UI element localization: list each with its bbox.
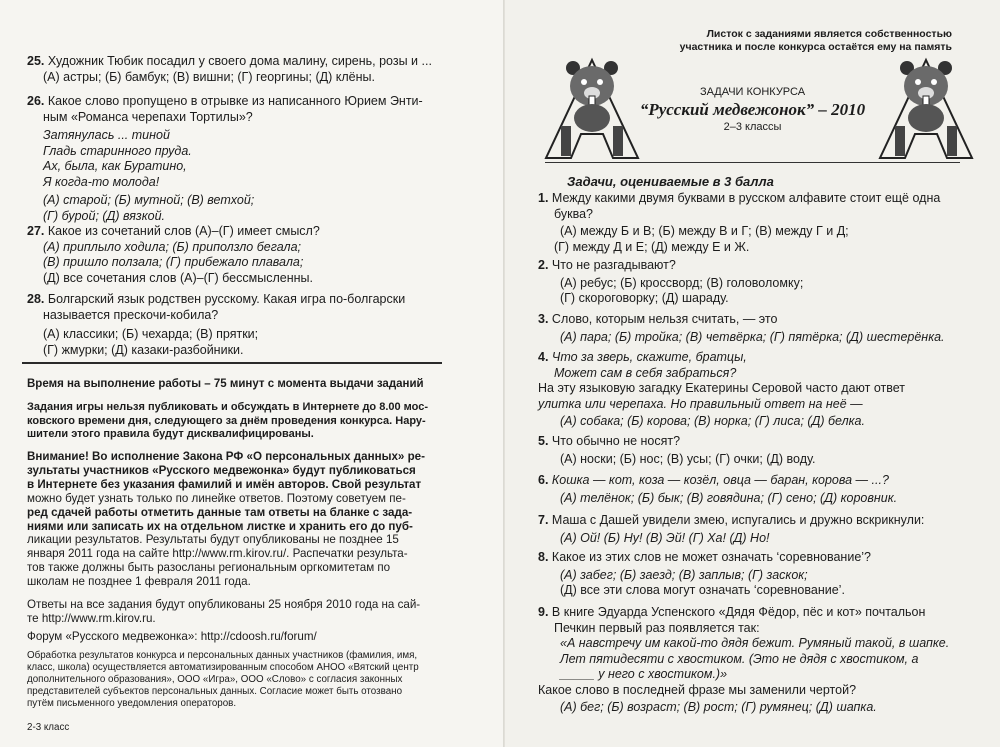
contest-label: ЗАДАЧИ КОНКУРСА (699, 86, 806, 98)
poem-line: Гладь старинного пруда. (43, 143, 192, 158)
question-text: На эту языковую загадку Екатерины Серовой часто дают ответ (538, 381, 906, 395)
question-text: Что обычно не носят? (551, 434, 681, 448)
bear-logo-icon (543, 56, 641, 162)
question-text: Между какими двумя буквами в русском алфавите стоит ещё одна (551, 191, 941, 205)
question-answers: (Г) жмурки; (Д) казаки-разбойники. (43, 342, 244, 357)
question-answers: (Г) скороговорку; (Д) шараду. (560, 291, 729, 305)
note-line: Листок с заданиями является собственностью (706, 28, 952, 40)
right-page (505, 0, 1000, 747)
bear-logo-icon (877, 56, 975, 162)
question-text: Художник Тюбик посадил у своего дома малину, сирень, розы и ... (47, 54, 432, 68)
question-3 (538, 312, 945, 345)
question-28 (27, 292, 405, 358)
question-text: Что не разгадывают? (551, 258, 676, 272)
attention-line: тов также должны быть разосланы региональным оргкомитетам по (27, 561, 391, 575)
question-answers: (А) телёнок; (Б) бык; (В) говядина; (Г) сено; (Д) коровник. (560, 490, 898, 505)
processing-line: дополнительного образования», ООО «Игра», ООО «Слово» с согласия законных (27, 674, 403, 685)
question-answers: (А) пара; (Б) тройка; (В) четвёрка; (Г) пятёрка; (Д) шестерёнка. (560, 329, 945, 344)
rules-line: ковского времени дня, следующего за днём проведения конкурса. Нару- (27, 414, 426, 427)
forum-link[interactable]: Форум «Русского медвежонка»: http://cdoosh.ru/forum/ (27, 630, 317, 643)
question-text: Кошка — кот, коза — козёл, овца — баран, корова — ...? (551, 473, 889, 487)
attention-line: можно будет узнать только по линейке ответов. Поэтому советуем пе- (27, 491, 406, 505)
question-text: называется прескочи-кобила? (43, 307, 219, 322)
question-7 (538, 513, 924, 546)
question-answers: (А) Ой! (Б) Ну! (В) Эй! (Г) Ха! (Д) Но! (560, 530, 770, 545)
question-text: Печкин первый раз появляется так: (554, 620, 760, 635)
rules-line: Задания игры нельзя публиковать и обсуждать в Интернете до 8.00 мос- (27, 401, 429, 413)
quote-line: «А навстречу им какой-то дядя бежит. Румяный такой, в шапке. (560, 636, 950, 650)
question-text: Может сам в себя забраться? (554, 365, 737, 380)
attention-line: Внимание! Во исполнение Закона РФ «О персональных данных» ре- (27, 450, 425, 463)
question-number: 25. (27, 54, 45, 68)
processing-line: Обработка результатов конкурса и персональных данных участников (фамилия, имя, (27, 650, 418, 661)
question-text: Какое из этих слов не может означать ‘соревнование’? (551, 550, 872, 564)
question-number: 8. (538, 550, 549, 564)
note-line: участника и после конкурса остаётся ему на память (679, 41, 952, 53)
question-1 (538, 191, 940, 255)
attention-line: школам не позднее 1 февраля 2011 года. (27, 575, 251, 589)
question-number: 4. (538, 350, 549, 364)
question-number: 1. (538, 191, 549, 205)
question-text: Какое слово в последней фразе мы заменили чертой? (538, 682, 857, 697)
question-number: 3. (538, 312, 549, 326)
poem-line: Я когда-то молода! (43, 174, 160, 189)
processing-notice (27, 650, 419, 710)
quote-line: _____ у него с хвостиком.)» (560, 667, 728, 681)
question-number: 28. (27, 292, 45, 306)
question-number: 26. (27, 94, 45, 108)
answers-pub-line: Ответы на все задания будут опубликованы 25 ноября 2010 года на сай- (27, 598, 421, 611)
question-text: буква? (554, 206, 594, 221)
question-number: 6. (538, 473, 549, 487)
question-answers: (А) носки; (Б) нос; (В) усы; (Г) очки; (Д) воду. (560, 451, 816, 466)
question-text: Слово, которым нельзя считать, — это (551, 312, 778, 326)
question-2 (538, 258, 803, 307)
answers-pub-line: те http://www.rm.kirov.ru. (27, 611, 156, 625)
question-6 (538, 473, 897, 506)
question-27 (27, 224, 320, 286)
question-text: Что за зверь, скажите, братцы, (551, 350, 747, 364)
question-5 (538, 434, 815, 467)
question-answers: (А) бег; (Б) возраст; (В) рост; (Г) румянец; (Д) шапка. (560, 700, 877, 714)
rules-line: шители этого правила будут дисквалифицированы. (27, 428, 314, 441)
attention-notice (27, 450, 425, 589)
attention-line: ниями или записать их на отдельном листке и хранить его до пуб- (27, 519, 413, 533)
contest-grades: 2–3 классы (723, 121, 782, 133)
question-answers: (Д) все эти слова могут означать ‘соревнование’. (560, 583, 845, 597)
header-rule (545, 162, 960, 163)
question-4 (538, 350, 905, 430)
question-text: В книге Эдуарда Успенского «Дядя Фёдор, пёс и кот» почтальон (551, 605, 926, 619)
page-footer: 2-3 класс (27, 722, 70, 733)
publishing-rules (27, 401, 428, 442)
poem-line: Затянулась ... тиной (43, 128, 170, 142)
question-answers: (А) старой; (Б) мутной; (В) ветхой; (43, 193, 255, 207)
question-answers: (А) ребус; (Б) кроссворд; (В) головоломку; (560, 275, 804, 290)
section-title: Задачи, оцениваемые в 3 балла (567, 174, 774, 189)
question-text: Какое из сочетаний слов (А)–(Г) имеет смысл? (47, 224, 320, 238)
question-text: улитка или черепаха. Но правильный ответ на неё — (538, 396, 863, 411)
poem-line: Ах, была, как Буратино, (43, 159, 187, 173)
processing-line: представителей субъектов персональных данных. Согласие может быть отозвано (27, 686, 403, 697)
processing-line: путём письменного уведомления операторов. (27, 698, 237, 709)
question-answers: (А) собака; (Б) корова; (В) норка; (Г) лиса; (Д) белка. (560, 414, 865, 428)
question-answers: (Г) бурой; (Д) вязкой. (43, 208, 166, 223)
question-text: ным «Романса черепахи Тортилы»? (43, 109, 253, 124)
ownership-note (680, 28, 952, 54)
attention-line: ликации результатов. Результаты будут опубликованы не позднее 15 (27, 533, 399, 547)
quote-line: Лет пятидесяти с хвостиком. (Это не дядя с хвостиком, а (560, 651, 919, 666)
question-answers: (Г) между Д и Е; (Д) между Е и Ж. (554, 239, 750, 254)
question-answers: (В) пришло ползала; (Г) прибежало плавала; (43, 255, 304, 269)
question-25 (27, 54, 432, 85)
divider (22, 362, 442, 364)
question-answers: (А) забег; (Б) заезд; (В) заплыв; (Г) заскок; (560, 567, 808, 582)
question-number: 2. (538, 258, 549, 272)
question-answers: (А) астры; (Б) бамбук; (В) вишни; (Г) георгины; (Д) клёны. (43, 69, 375, 84)
question-number: 5. (538, 434, 549, 448)
processing-line: класс, школа) осуществляется автоматизированным способом АНОО «Вятский центр (27, 662, 419, 673)
question-text: Какое слово пропущено в отрывке из написанного Юрием Энти- (47, 94, 423, 108)
question-answers: (Д) все сочетания слов (А)–(Г) бессмысленны. (43, 270, 313, 285)
contest-title: “Русский медвежонок” – 2010 (639, 100, 866, 119)
question-8 (538, 550, 871, 599)
question-number: 27. (27, 224, 45, 238)
answers-publication (27, 598, 420, 625)
attention-line: в Интернете без указания фамилий и имён авторов. Свой результат (27, 477, 422, 491)
question-text: Болгарский язык родствен русскому. Какая игра по-болгарски (47, 292, 406, 306)
question-9 (538, 605, 949, 716)
question-number: 7. (538, 513, 549, 527)
time-limit: Время на выполнение работы – 75 минут с момента выдачи заданий (27, 378, 424, 390)
attention-line: зультаты участников «Русского медвежонка» будут публиковаться (27, 463, 416, 477)
question-answers: (А) классики; (Б) чехарда; (В) прятки; (43, 327, 259, 341)
question-answers: (А) между Б и В; (Б) между В и Г; (В) между Г и Д; (560, 224, 849, 238)
question-26 (27, 94, 423, 224)
attention-line: января 2011 года на сайте http://www.rm.kirov.ru/. Распечатки результа- (27, 547, 408, 561)
question-text: Маша с Дашей увидели змею, испугались и дружно вскрикнули: (551, 513, 925, 527)
question-answers: (А) приплыло ходила; (Б) приползло бегала; (43, 239, 302, 254)
attention-line: ред сдачей работы отметить данные там ответы на бланке с зада- (27, 505, 413, 519)
question-number: 9. (538, 605, 549, 619)
